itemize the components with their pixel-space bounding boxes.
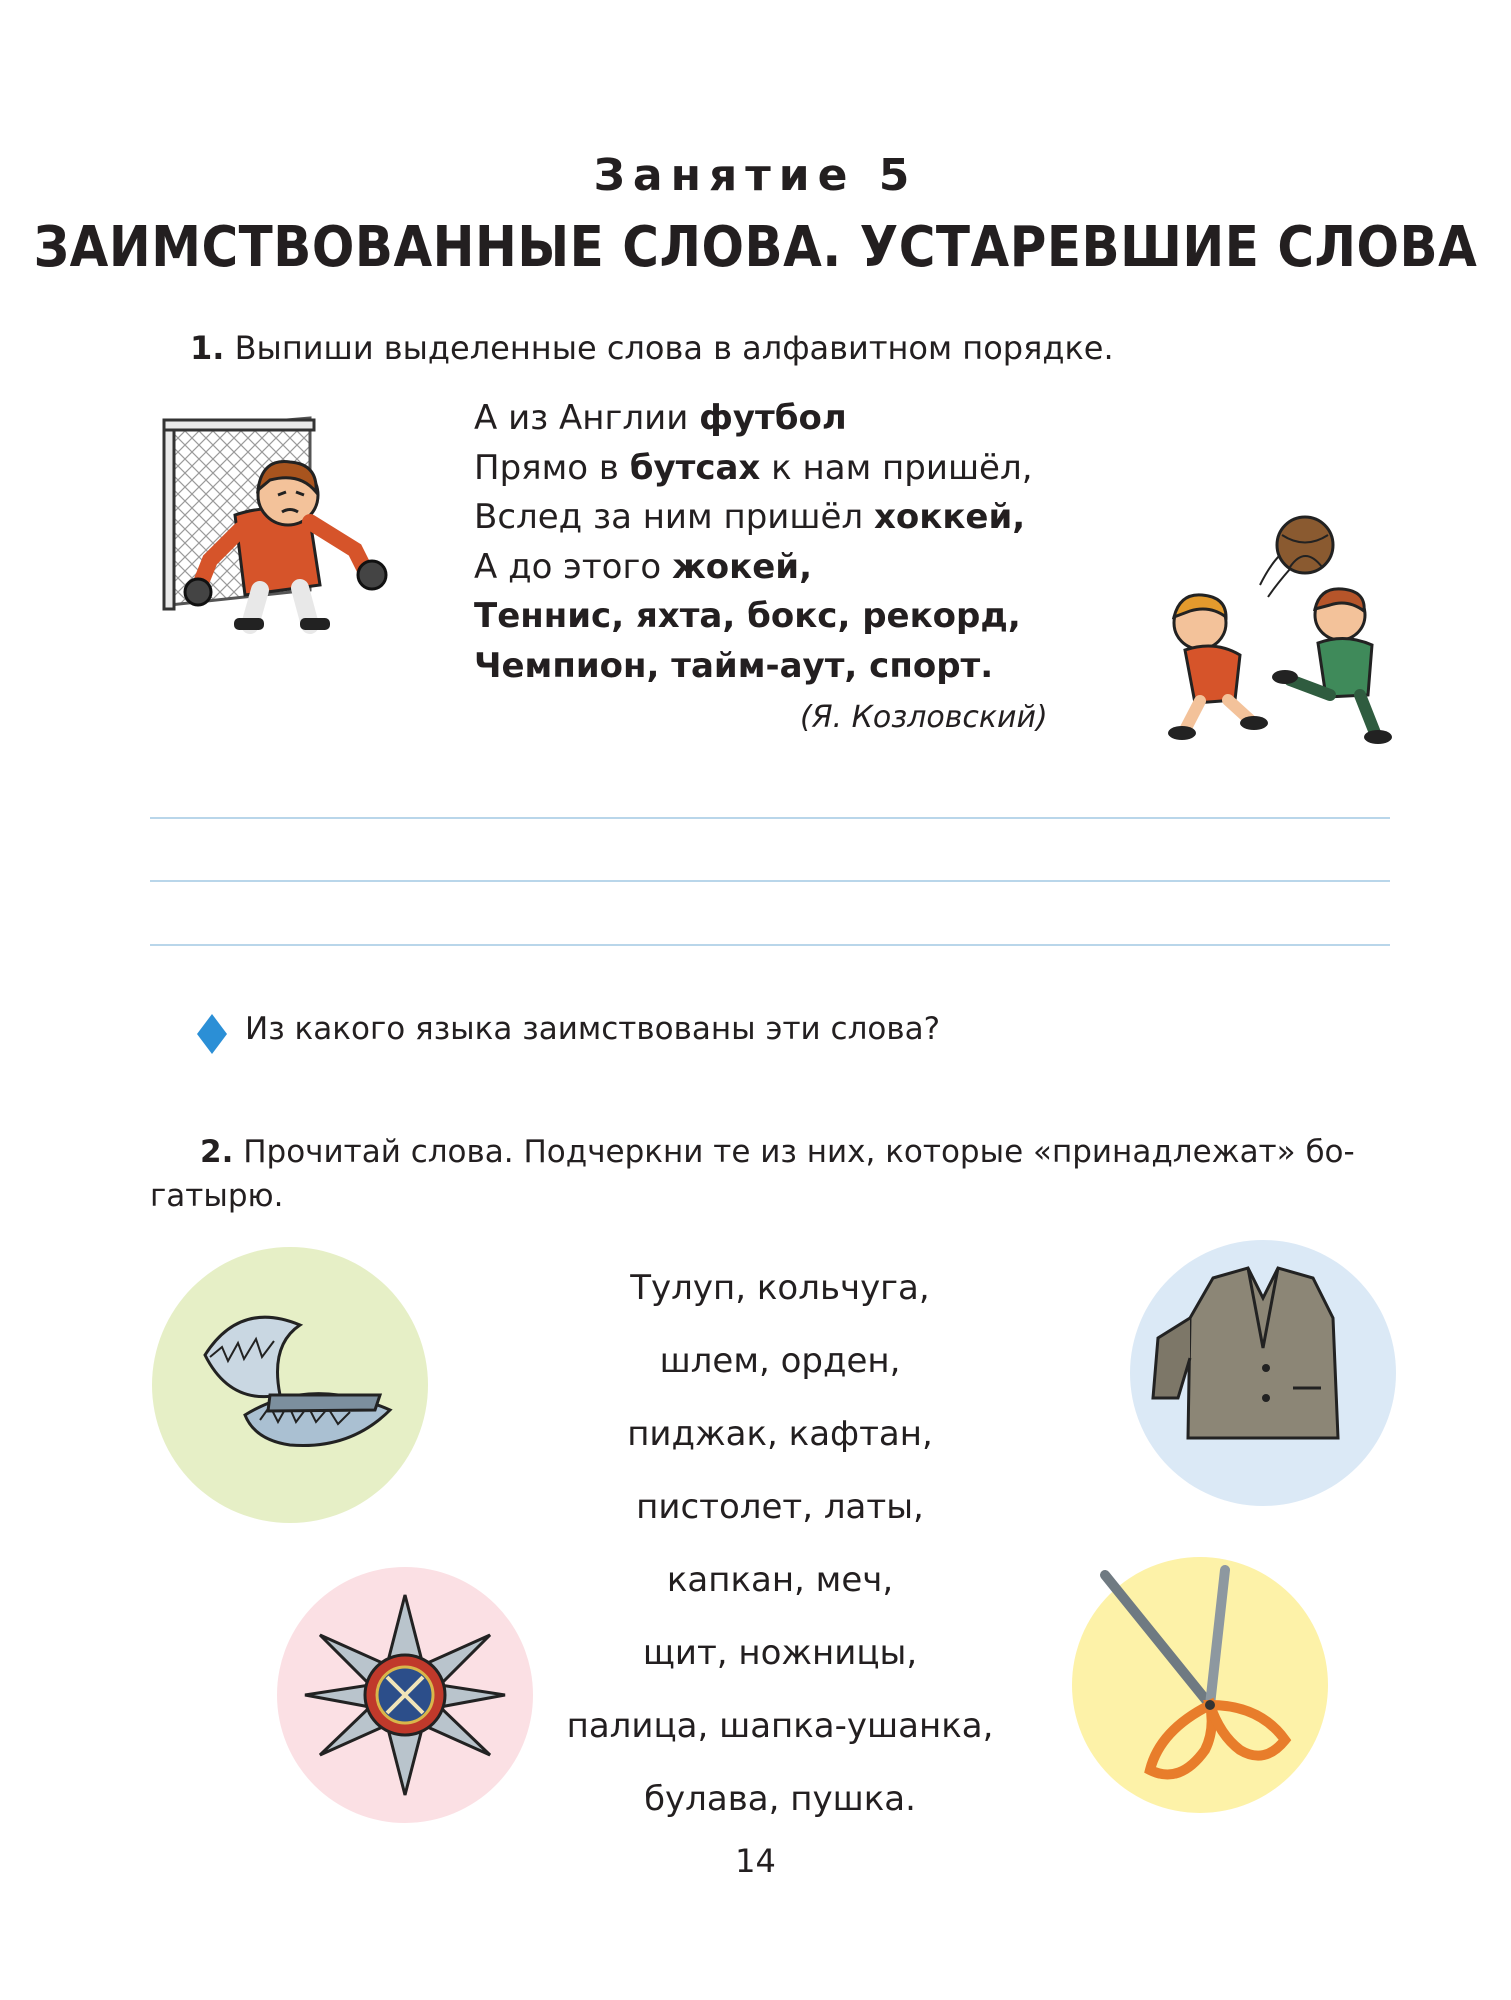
task1-question: Из какого языка заимствованы эти слова? — [245, 1011, 941, 1047]
word-line[interactable]: Тулуп, кольчуга, — [630, 1268, 930, 1308]
word-line[interactable]: щит, ножницы, — [642, 1633, 918, 1673]
lesson-number: Занятие 5 — [593, 150, 918, 201]
task1-number: 1. — [190, 329, 225, 367]
poem-line-4: А до этого жокей, — [474, 546, 813, 587]
trap-picture — [150, 1245, 430, 1525]
task2-text-line2: гатырю. — [150, 1178, 284, 1214]
page-number: 14 — [735, 1842, 776, 1880]
lesson-title: ЗАИМСТВОВАННЫЕ СЛОВА. УСТАРЕВШИЕ СЛОВА — [33, 214, 1478, 280]
task2-instruction: 2. Прочитай слова. Подчеркни те из них, которые «принадлежат» бо- гатырю. — [150, 1130, 1390, 1218]
answer-line-2[interactable] — [150, 880, 1390, 882]
diamond-icon — [195, 1012, 229, 1056]
highlighted-word: жокей, — [671, 546, 813, 587]
poem-line-6 — [474, 642, 1033, 692]
highlighted-words: Теннис, яхта, бокс, рекорд, — [474, 596, 1021, 636]
football-players-illustration — [1140, 505, 1400, 745]
highlighted-word: бутсах — [629, 447, 761, 488]
answer-line-3[interactable] — [150, 944, 1390, 946]
poem-line-5 — [474, 592, 1033, 642]
task1-text: Выпиши выделенные слова в алфавитном порядке. — [234, 329, 1114, 367]
highlighted-word: хоккей, — [873, 497, 1026, 537]
word-list — [480, 1252, 1080, 1836]
poem-line-3: Вслед за ним пришёл хоккей, — [474, 497, 1026, 537]
task2-number: 2. — [200, 1134, 234, 1170]
word-line[interactable]: пиджак, кафтан, — [627, 1414, 933, 1454]
word-line[interactable]: шлем, орден, — [659, 1341, 901, 1381]
poem — [474, 394, 1033, 691]
word-line[interactable]: булава, пушка. — [644, 1779, 916, 1819]
highlighted-word: футбол — [699, 398, 847, 438]
word-line[interactable]: капкан, меч, — [666, 1560, 894, 1600]
jacket-picture — [1128, 1238, 1398, 1508]
answer-line-1[interactable] — [150, 817, 1390, 819]
poem-line-1: А из Англии футбол — [474, 398, 847, 438]
goalkeeper-illustration — [150, 410, 400, 640]
highlighted-words: Чемпион, тайм-аут, спорт. — [474, 645, 994, 686]
task1-instruction — [190, 326, 1114, 370]
poem-line-2: Прямо в бутсах к нам пришёл, — [474, 447, 1033, 488]
poem-author: (Я. Козловский) — [800, 700, 1048, 735]
word-line[interactable]: пистолет, латы, — [636, 1487, 924, 1527]
word-line[interactable]: палица, шапка-ушанка, — [566, 1706, 994, 1746]
scissors-picture — [1070, 1555, 1330, 1815]
